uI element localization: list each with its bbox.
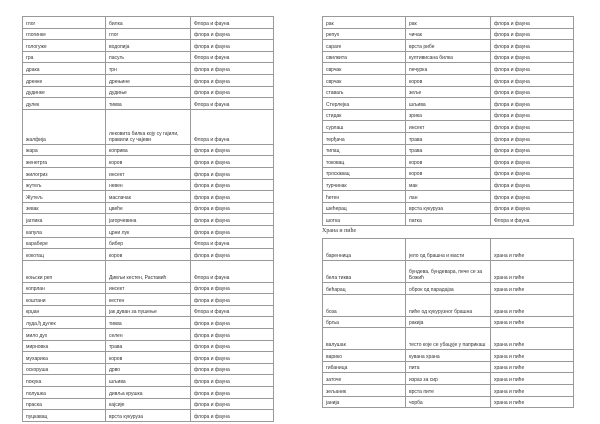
term-cell: кокотац — [23, 249, 106, 261]
table-row — [323, 121, 574, 133]
table-row — [23, 225, 274, 237]
left-glossary-table — [22, 16, 274, 422]
term-cell: покука — [23, 375, 106, 387]
category-cell: флора и фауна — [191, 214, 274, 226]
term-cell: мирновка — [23, 340, 106, 352]
meaning-cell: мак — [406, 179, 491, 191]
category-cell: Флора и фауна — [191, 51, 274, 63]
meaning-cell: маслачак — [106, 191, 191, 203]
meaning-cell: врста рибе — [406, 40, 491, 52]
category-cell: флора и фауна — [491, 74, 574, 86]
meaning-cell: чичак — [406, 28, 491, 40]
category-cell: флора и фауна — [491, 121, 574, 133]
table-row — [323, 156, 574, 168]
category-cell: флора и фауна — [191, 387, 274, 399]
category-cell: флора и фауна — [191, 249, 274, 261]
table-row — [23, 63, 274, 75]
table-row — [23, 167, 274, 179]
table-row — [23, 144, 274, 156]
meaning-cell: јагорчевина — [106, 214, 191, 226]
category-cell: флора и фауна — [191, 225, 274, 237]
meaning-cell: тиква — [106, 317, 191, 329]
table-row — [23, 329, 274, 341]
table-row — [23, 202, 274, 214]
table-row — [323, 283, 574, 295]
meaning-cell: зеље — [406, 86, 491, 98]
table-row — [323, 40, 574, 52]
table-row — [323, 144, 574, 156]
term-cell: драка — [23, 63, 106, 75]
table-row — [23, 249, 274, 261]
meaning-cell: коров — [406, 74, 491, 86]
meaning-cell: шљива — [106, 375, 191, 387]
term-cell: репух — [323, 28, 406, 40]
meaning-cell: тиква — [106, 98, 191, 110]
category-cell: флора и фауна — [191, 282, 274, 294]
term-cell: дулек — [23, 98, 106, 110]
category-cell: флора и фауна — [491, 51, 574, 63]
meaning-cell: трава — [406, 132, 491, 144]
meaning-cell: селен — [106, 329, 191, 341]
meaning-cell: ракија — [406, 316, 491, 328]
table-row — [323, 167, 574, 179]
category-cell: храна и пиће — [491, 294, 574, 316]
category-cell: храна и пиће — [491, 239, 574, 261]
table-row — [23, 156, 274, 168]
meaning-cell: израз за сир — [406, 373, 491, 385]
table-row — [23, 317, 274, 329]
table-row — [23, 74, 274, 86]
meaning-cell: инсект — [406, 121, 491, 133]
meaning-cell: невен — [106, 179, 191, 191]
table-row — [323, 179, 574, 191]
term-cell: сараге — [323, 40, 406, 52]
term-cell: боза — [323, 294, 406, 316]
meaning-cell: пасуљ — [106, 51, 191, 63]
term-cell: глогинке — [23, 28, 106, 40]
table-row — [323, 396, 574, 408]
term-cell: брља — [323, 316, 406, 328]
category-cell: храна и пиће — [491, 384, 574, 396]
category-cell: флора и фауна — [491, 202, 574, 214]
meaning-cell: врста кукуруза — [406, 202, 491, 214]
term-cell: луда,ђ дулек — [23, 317, 106, 329]
meaning-cell: кувана храна — [406, 350, 491, 362]
term-cell: копрлан — [23, 282, 106, 294]
meaning-cell: трн — [106, 63, 191, 75]
term-cell: жилогриз — [23, 167, 106, 179]
meaning-cell: пита — [406, 361, 491, 373]
meaning-cell: јело од брашна и масти — [406, 239, 491, 261]
meaning-cell: коров — [406, 156, 491, 168]
term-cell: коштани — [23, 294, 106, 306]
table-row — [323, 109, 574, 121]
table-row — [323, 239, 574, 261]
meaning-cell: лан — [406, 190, 491, 202]
term-cell: гибаница — [323, 361, 406, 373]
table-row — [323, 361, 574, 373]
term-cell: шећерац — [323, 202, 406, 214]
term-cell: оскоруша — [23, 363, 106, 375]
term-cell: типац — [323, 144, 406, 156]
term-cell: јаглика — [23, 214, 106, 226]
table-row — [23, 40, 274, 52]
table-row — [323, 17, 574, 29]
category-cell: флора и фауна — [191, 317, 274, 329]
category-cell: Флора и фауна — [491, 214, 574, 226]
table-row — [23, 398, 274, 410]
category-cell: флора и фауна — [191, 179, 274, 191]
term-cell: жара — [23, 144, 106, 156]
term-cell: жутељ — [23, 179, 106, 191]
table-row — [23, 410, 274, 422]
term-cell: бела тиква — [323, 261, 406, 283]
table-row — [323, 261, 574, 283]
category-cell: Флора и фауна — [191, 260, 274, 282]
meaning-cell: инсект — [106, 167, 191, 179]
meaning-cell: коров — [406, 167, 491, 179]
meaning-cell: инсект — [106, 282, 191, 294]
category-cell: флора и фауна — [491, 86, 574, 98]
table-row — [23, 191, 274, 203]
table-row — [323, 328, 574, 350]
table-row — [323, 384, 574, 396]
meaning-cell: зрика — [406, 109, 491, 121]
table-row — [23, 260, 274, 282]
table-row — [23, 340, 274, 352]
category-cell: флора и фауна — [191, 340, 274, 352]
category-cell: флора и фауна — [191, 398, 274, 410]
term-cell: терђача — [323, 132, 406, 144]
meaning-cell: оброк од парадајза — [406, 283, 491, 295]
term-cell: карабере — [23, 237, 106, 249]
term-cell: крџан — [23, 305, 106, 317]
table-row — [323, 98, 574, 110]
term-cell: полушка — [23, 387, 106, 399]
table-row — [23, 305, 274, 317]
table-row — [323, 214, 574, 226]
term-cell: бећарац — [323, 283, 406, 295]
category-cell: флора и фауна — [191, 156, 274, 168]
category-cell: Флора и фауна — [191, 17, 274, 29]
meaning-cell: култивисана билка — [406, 51, 491, 63]
category-cell: флора и фауна — [191, 144, 274, 156]
meaning-cell: дивља крушка — [106, 387, 191, 399]
term-cell: јанија — [323, 396, 406, 408]
term-cell: мухарика — [23, 352, 106, 364]
term-cell: шотка — [323, 214, 406, 226]
table-row — [23, 86, 274, 98]
meaning-cell: пиће од кукурузног брашна — [406, 294, 491, 316]
section-heading-food-drink: Храна и пиће — [322, 228, 357, 234]
term-cell: гологуже — [23, 40, 106, 52]
category-cell: флора и фауна — [491, 98, 574, 110]
category-cell: храна и пиће — [491, 396, 574, 408]
term-cell: ставаљ — [323, 86, 406, 98]
term-cell: дренке — [23, 74, 106, 86]
meaning-cell: Дивљи кестен, Раставић — [106, 260, 191, 282]
table-row — [323, 294, 574, 316]
category-cell: Флора и фауна — [191, 305, 274, 317]
term-cell: сврчак — [323, 63, 406, 75]
meaning-cell: печурка — [406, 63, 491, 75]
category-cell: флора и фауна — [491, 132, 574, 144]
meaning-cell: водопија — [106, 40, 191, 52]
table-row — [323, 74, 574, 86]
term-cell: мило дух — [23, 329, 106, 341]
meaning-cell: патка — [406, 214, 491, 226]
category-cell: флора и фауна — [491, 40, 574, 52]
meaning-cell: билка — [106, 17, 191, 29]
category-cell: флора и фауна — [191, 167, 274, 179]
category-cell: храна и пиће — [491, 316, 574, 328]
table-row — [23, 51, 274, 63]
table-row — [23, 294, 274, 306]
category-cell: флора и фауна — [191, 352, 274, 364]
category-cell: флора и фауна — [191, 202, 274, 214]
term-cell: свилкита — [323, 51, 406, 63]
category-cell: флора и фауна — [191, 410, 274, 422]
meaning-cell: кестен — [106, 294, 191, 306]
term-cell: стидак — [323, 109, 406, 121]
meaning-cell: врста кукуруза — [106, 410, 191, 422]
term-cell: сурлаш — [323, 121, 406, 133]
category-cell: храна и пиће — [491, 350, 574, 362]
meaning-cell: цвеће — [106, 202, 191, 214]
category-cell: флора и фауна — [491, 109, 574, 121]
category-cell: флора и фауна — [191, 86, 274, 98]
meaning-cell: коприва — [106, 144, 191, 156]
category-cell: флора и фауна — [191, 375, 274, 387]
term-cell: троскавац — [323, 167, 406, 179]
meaning-cell: врста пите — [406, 384, 491, 396]
meaning-cell: чорба — [406, 396, 491, 408]
category-cell: флора и фауна — [191, 329, 274, 341]
term-cell: праска — [23, 398, 106, 410]
term-cell: ћетен — [323, 190, 406, 202]
term-cell: турчинак — [323, 179, 406, 191]
table-row — [23, 109, 274, 144]
meaning-cell: дрво — [106, 363, 191, 375]
category-cell: храна и пиће — [491, 373, 574, 385]
meaning-cell: глог — [106, 28, 191, 40]
term-cell: зевак — [23, 202, 106, 214]
term-cell: пуцкавац — [23, 410, 106, 422]
table-row — [23, 387, 274, 399]
category-cell: флора и фауна — [491, 28, 574, 40]
term-cell: гра — [23, 51, 106, 63]
meaning-cell: коров — [106, 249, 191, 261]
table-row — [323, 51, 574, 63]
term-cell: дудинке — [23, 86, 106, 98]
category-cell: флора и фауна — [491, 144, 574, 156]
term-cell: женетрга — [23, 156, 106, 168]
category-cell: флора и фауна — [491, 167, 574, 179]
term-cell: сврчак — [323, 74, 406, 86]
table-row — [323, 350, 574, 362]
term-cell: коњски реп — [23, 260, 106, 282]
table-row — [23, 237, 274, 249]
category-cell: храна и пиће — [491, 283, 574, 295]
meaning-cell: коров — [106, 156, 191, 168]
category-cell: флора и фауна — [191, 363, 274, 375]
table-row — [23, 375, 274, 387]
category-cell: флора и фауна — [491, 17, 574, 29]
term-cell: баренница — [323, 239, 406, 261]
table-row — [23, 179, 274, 191]
table-row — [323, 190, 574, 202]
meaning-cell: рак — [406, 17, 491, 29]
meaning-cell: бундева, бундевара, пече се за Божић — [406, 261, 491, 283]
meaning-cell: трава — [406, 144, 491, 156]
right-glossary-table — [322, 16, 574, 226]
category-cell: флора и фауна — [191, 191, 274, 203]
meaning-cell: трава — [106, 340, 191, 352]
category-cell: храна и пиће — [491, 361, 574, 373]
category-cell: флора и фауна — [491, 156, 574, 168]
meaning-cell: кајсије — [106, 398, 191, 410]
category-cell: Флора и фауна — [191, 237, 274, 249]
food-drink-table — [322, 238, 574, 408]
table-row — [323, 202, 574, 214]
table-row — [323, 373, 574, 385]
category-cell: храна и пиће — [491, 328, 574, 350]
table-row — [23, 28, 274, 40]
term-cell: капула — [23, 225, 106, 237]
table-row — [23, 363, 274, 375]
term-cell: глог — [23, 17, 106, 29]
table-row — [23, 282, 274, 294]
category-cell: флора и фауна — [191, 63, 274, 75]
category-cell: Флора и фауна — [191, 98, 274, 110]
category-cell: флора и фауна — [491, 63, 574, 75]
table-row — [323, 132, 574, 144]
table-row — [23, 214, 274, 226]
category-cell: храна и пиће — [491, 261, 574, 283]
meaning-cell: црни лук — [106, 225, 191, 237]
meaning-cell: лековита билка коју су гајили, правили су чајеви — [106, 109, 191, 144]
meaning-cell: бибер — [106, 237, 191, 249]
meaning-cell: дудиње — [106, 86, 191, 98]
meaning-cell: шљива — [406, 98, 491, 110]
meaning-cell: коров — [106, 352, 191, 364]
term-cell: варико — [323, 350, 406, 362]
term-cell: заточе — [323, 373, 406, 385]
meaning-cell: тесто које се убацује у паприкаш — [406, 328, 491, 350]
term-cell: Жутељ — [23, 191, 106, 203]
category-cell: флора и фауна — [191, 74, 274, 86]
table-row — [323, 86, 574, 98]
category-cell: флора и фауна — [491, 190, 574, 202]
table-row — [323, 28, 574, 40]
table-row — [23, 17, 274, 29]
table-row — [323, 316, 574, 328]
term-cell: токовац — [323, 156, 406, 168]
meaning-cell: дрењине — [106, 74, 191, 86]
category-cell: Флора и фауна — [191, 109, 274, 144]
category-cell: флора и фауна — [491, 179, 574, 191]
category-cell: флора и фауна — [191, 28, 274, 40]
term-cell: Стерлејка — [323, 98, 406, 110]
term-cell: валушак — [323, 328, 406, 350]
meaning-cell: јак дуван за пушење — [106, 305, 191, 317]
category-cell: флора и фауна — [191, 294, 274, 306]
term-cell: рак — [323, 17, 406, 29]
table-row — [23, 98, 274, 110]
term-cell: жалфија — [23, 109, 106, 144]
category-cell: флора и фауна — [191, 40, 274, 52]
term-cell: зељаник — [323, 384, 406, 396]
table-row — [23, 352, 274, 364]
table-row — [323, 63, 574, 75]
